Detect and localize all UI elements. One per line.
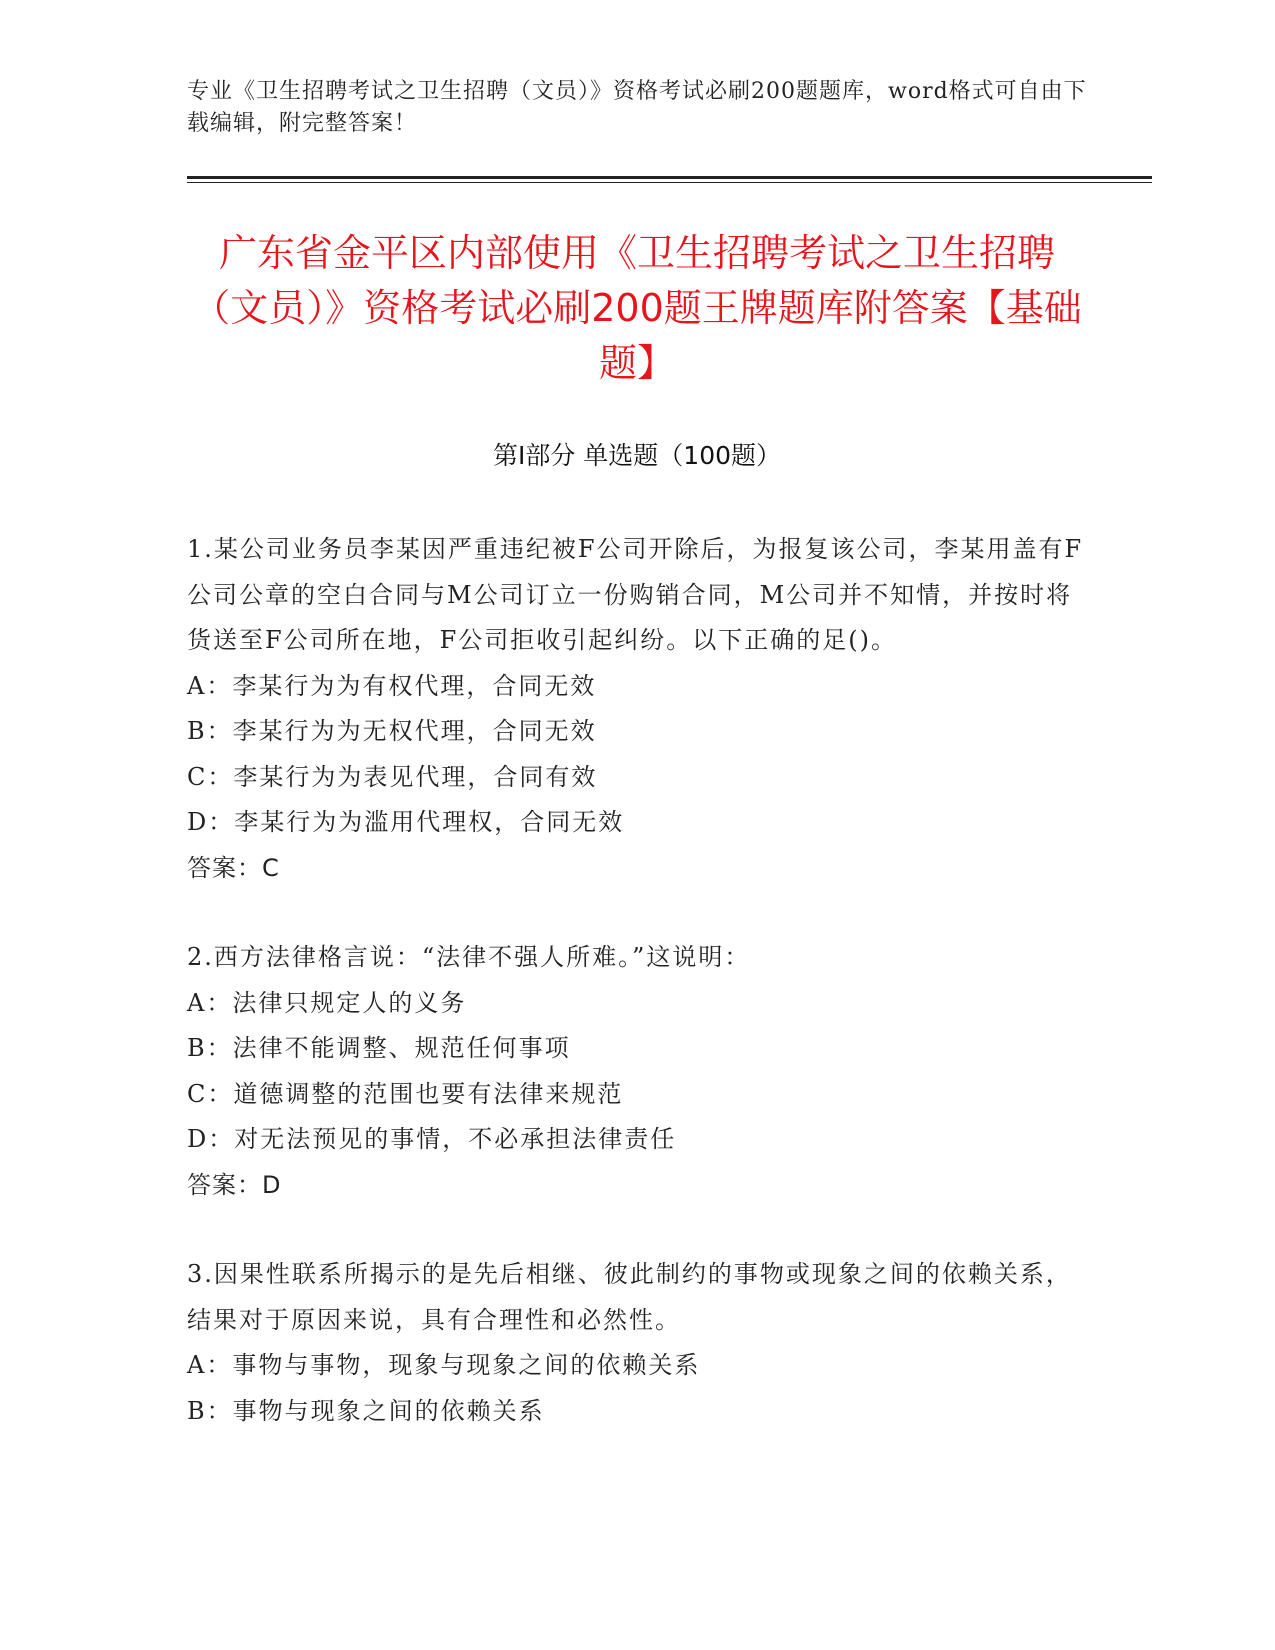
question-stem: 1.某公司业务员李某因严重违纪被F公司开除后，为报复该公司，李某用盖有F公司公章的空白合同与M公司订立一份购销合同，M公司并不知情，并按时将货送至F公司所在地，F公司拒收引起纠纷。以下正确的足()。 [187,535,1084,654]
question-stem: 2.西方法律格言说：“法律不强人所难。”这说明： [187,943,751,971]
option-b: B：法律不能调整、规范任何事项 [187,1034,571,1062]
answer-line: 答案：D [187,1170,282,1199]
option-c: C：李某行为为表见代理，合同有效 [187,762,598,791]
question-list [187,527,1087,1478]
option-d: D：李某行为为滥用代理权，合同无效 [187,808,625,836]
question-2 [187,935,1087,1208]
option-d: D：对无法预见的事情，不必承担法律责任 [187,1125,677,1153]
header-divider [187,176,1152,179]
option-c: C：道德调整的范围也要有法律来规范 [187,1079,624,1108]
question-3 [187,1252,1087,1434]
option-b: B：事物与现象之间的依赖关系 [187,1396,545,1425]
option-b: B：李某行为为无权代理，合同无效 [187,717,597,745]
header-divider-thin [187,182,1152,183]
section-title: 第Ⅰ部分 单选题（100题） [492,441,782,470]
option-a: A：法律只规定人的义务 [187,988,467,1017]
header-note: 专业《卫生招聘考试之卫生招聘（文员）》资格考试必刷200题题库，word格式可自由下载编辑，附完整答案！ [187,79,1087,136]
option-a: A：李某行为为有权代理，合同无效 [187,671,597,700]
answer-line: 答案：C [187,853,280,882]
page-title: 广东省金平区内部使用《卫生招聘考试之卫生招聘（文员）》资格考试必刷200题王牌题库附答案【基础题】 [192,231,1082,385]
question-stem: 3.因果性联系所揭示的是先后相继、彼此制约的事物或现象之间的依赖关系，结果对于原因来说，具有合理性和必然性。 [187,1260,1072,1334]
question-1 [187,527,1087,891]
option-a: A：事物与事物，现象与现象之间的依赖关系 [187,1351,701,1379]
